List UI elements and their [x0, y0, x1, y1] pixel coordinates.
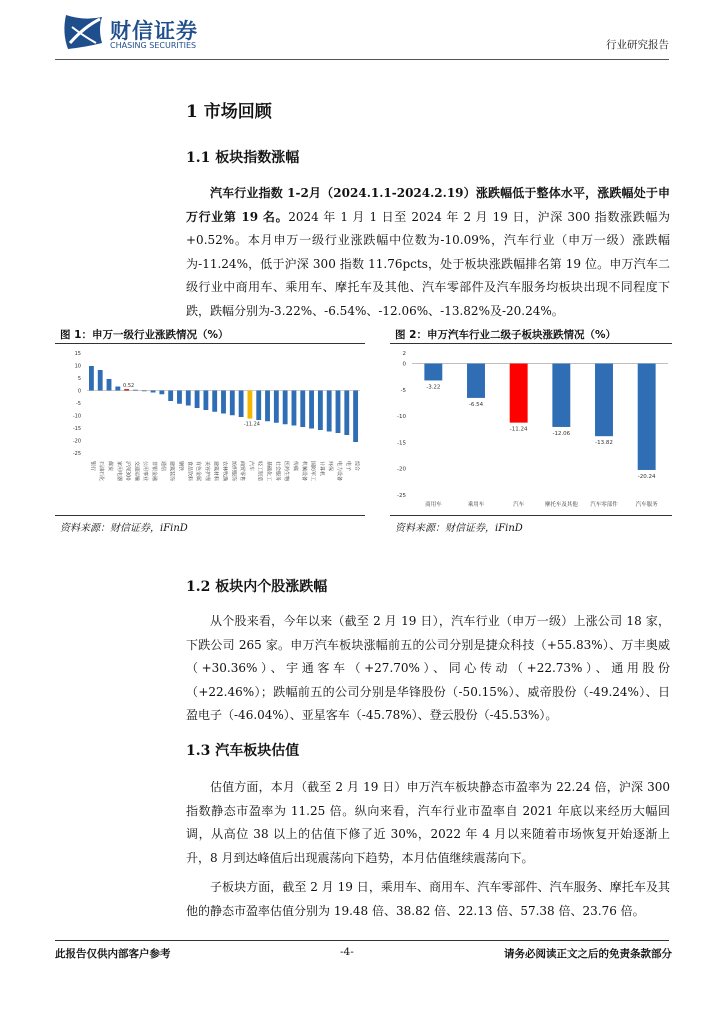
bar-美容护理	[203, 391, 208, 411]
x-tick-label: 通信	[159, 461, 166, 472]
x-tick-label: 食品饮料	[186, 461, 193, 482]
bar-轻工制造	[256, 391, 261, 421]
data-label-摩托车及其他: -12.06	[552, 430, 571, 437]
bar-电力设备	[336, 391, 341, 434]
subsection-title-1-1: 1.1 板块指数涨幅	[186, 150, 300, 166]
bar-基础化工	[265, 391, 270, 422]
x-tick-label: 非银金融	[151, 461, 158, 482]
y-tick-label: -15	[72, 426, 81, 432]
y-tick-label: 15	[74, 351, 81, 357]
bar-交通运输	[133, 390, 138, 391]
figure2-rule	[390, 343, 672, 344]
paragraph-index-change	[186, 182, 670, 323]
x-tick-label: 沪深300	[124, 461, 131, 481]
y-tick-label: -20	[72, 438, 81, 445]
y-tick-label: 5	[77, 376, 81, 382]
doc-type: 行业研究报告	[606, 39, 669, 51]
y-tick-label: -10	[397, 414, 406, 421]
y-tick-label: -15	[397, 440, 406, 447]
figure2-source: 资料来源：财信证券，iFinD	[395, 523, 523, 534]
bar-汽车	[247, 391, 252, 419]
bar-国防军工	[309, 391, 314, 429]
x-tick-label: 汽车	[513, 502, 525, 508]
x-tick-label: 国防军工	[309, 461, 316, 482]
footer-rule	[55, 940, 669, 941]
figure1-rule	[55, 343, 365, 344]
bar-非银金融	[151, 391, 156, 393]
data-label-沪深300: 0.52	[123, 383, 135, 390]
bar-公用事业	[142, 391, 147, 392]
x-tick-label: 纺织服饰	[230, 461, 237, 482]
y-tick-label: 2	[402, 351, 406, 357]
data-label-汽车: -11.24	[509, 426, 528, 433]
bar-商用车	[424, 364, 442, 381]
bar-家用电器	[115, 387, 120, 391]
bar-医药生物	[283, 391, 288, 425]
x-tick-label: 传媒	[291, 461, 298, 472]
y-tick-label: -5	[400, 387, 406, 394]
y-tick-label: 0	[402, 361, 406, 368]
data-label-乘用车: -6.54	[468, 401, 484, 408]
y-tick-label: -20	[397, 466, 406, 473]
subsection-title-1-3: 1.3 汽车板块估值	[186, 743, 300, 759]
y-tick-label: 10	[74, 363, 81, 370]
figure2-bottom-rule	[390, 515, 672, 516]
footer-disclaimer-left: 此报告仅供内部客户参考	[55, 948, 171, 960]
x-tick-label: 电力设备	[335, 461, 342, 482]
bar-石油石化	[98, 370, 103, 391]
header-rule	[55, 59, 669, 60]
figure1-bottom-rule	[55, 515, 365, 516]
data-label-商用车: -3.22	[426, 384, 441, 391]
bar-通信	[159, 391, 164, 395]
x-tick-label: 商用车	[425, 502, 442, 508]
footer-disclaimer-right: 请务必阅读正文之后的免责条款部分	[504, 948, 672, 960]
y-tick-label: -25	[72, 451, 81, 457]
paragraph-subsector-pe: 子板块方面，截至 2 月 19 日，乘用车、商用车、汽车零部件、汽车服务、摩托车及其他的静态市盈率估值分别为 19.48 倍、38.82 倍、22.13 倍、57.38 倍、23.76 倍。	[186, 880, 670, 918]
bar-建筑材料	[212, 391, 217, 412]
bar-汽车零部件	[595, 364, 613, 437]
data-label-汽车服务: -20.24	[637, 473, 656, 480]
bar-乘用车	[467, 364, 485, 398]
x-tick-label: 电子	[344, 461, 351, 472]
x-tick-label: 建筑装饰	[168, 461, 175, 482]
x-tick-label: 农林牧渔	[221, 461, 228, 482]
bar-环保	[327, 391, 332, 432]
bar-有色金属	[195, 391, 200, 409]
x-tick-label: 社会服务	[274, 461, 281, 482]
paragraph-stocks: 从个股来看，今年以来（截至 2 月 19 日），汽车行业（申万一级）上涨公司 18 家，下跌公司 265 家。申万汽车板块涨幅前五的公司分别是捷众科技（+55.83%）、万丰奥威（+30.36%）、宇通客车（+27.70%）、同心传动（+22.73%）、通用股份（+22.46%）；跌幅前五的公司分别是华锋股份（-50.15%）、威帝股份（-49.24%）、日盈电子（-46.04%）、亚星客车（-45.78%）、登云股份（-45.53%）。	[186, 614, 670, 722]
x-tick-label: 美容护理	[203, 461, 210, 482]
bar-煤炭	[107, 379, 112, 391]
bar-摩托车及其他	[552, 364, 570, 427]
bar-建筑装饰	[168, 391, 173, 402]
y-tick-label: -25	[397, 493, 406, 499]
x-tick-label: 家用电器	[115, 461, 122, 482]
x-tick-label: 汽车零部件	[590, 502, 618, 508]
y-tick-label: 0	[77, 388, 81, 395]
x-tick-label: 交通运输	[133, 461, 140, 482]
x-tick-label: 汽车服务	[635, 502, 658, 508]
bar-传媒	[292, 391, 297, 426]
x-tick-label: 机械设备	[300, 461, 307, 482]
bar-沪深300	[124, 389, 129, 390]
subsection-title-1-2: 1.2 板块内个股涨跌幅	[186, 579, 328, 595]
x-tick-label: 轻工制造	[256, 461, 263, 482]
figure2-chart	[390, 345, 672, 515]
x-tick-label: 摩托车及其他	[544, 502, 578, 508]
bar-社会服务	[274, 391, 279, 423]
data-label-汽车零部件: -13.82	[595, 440, 613, 447]
figure1-title: 图 1：申万一级行业涨跌情况（%）	[60, 329, 229, 341]
bar-食品饮料	[186, 391, 191, 406]
x-tick-label: 汽车	[247, 461, 254, 472]
x-tick-label: 银行	[89, 461, 96, 472]
figure1-source: 资料来源：财信证券，iFinD	[60, 523, 188, 534]
x-tick-label: 计算机	[318, 461, 325, 477]
bar-综合	[353, 391, 358, 443]
bar-机械设备	[300, 391, 305, 428]
x-tick-label: 有色金属	[195, 461, 202, 482]
x-tick-label: 公用事业	[142, 461, 149, 482]
paragraph-valuation: 估值方面，本月（截至 2 月 19 日）申万汽车板块静态市盈率为 22.24 倍，沪深 300 指数静态市盈率为 11.25 倍。纵向来看，汽车行业市盈率自 2021 年底以来经历大幅回调，从高位 38 以上的估值下修了近 30%，2022 年 4 月以来随着市场恢复开始逐渐上升，8 月到达峰值后出现震荡向下趋势，本月估值继续震荡向下。	[186, 780, 670, 865]
header	[0, 0, 724, 62]
bar-纺织服饰	[230, 391, 235, 416]
bar-农林牧渔	[221, 391, 226, 414]
company-name-en: CHASING SECURITIES	[110, 41, 197, 50]
x-tick-label: 钢铁	[177, 461, 184, 472]
company-name-cn: 财信证券	[110, 19, 198, 43]
bar-汽车服务	[638, 364, 656, 470]
bar-汽车	[510, 364, 528, 423]
x-tick-label: 医药生物	[283, 461, 290, 482]
figure2-title: 图 2：申万汽车行业二级子板块涨跌情况（%）	[395, 329, 616, 341]
data-label-汽车: -11.24	[243, 421, 260, 428]
paragraph-lead: 汽车行业指数 1-2月（2024.1.1-2024.2.19）涨跌幅低于整体水平，涨跌幅处于申万行业第 19 名。	[186, 186, 670, 224]
x-tick-label: 乘用车	[467, 502, 485, 508]
x-tick-label: 基础化工	[265, 461, 272, 482]
bar-商贸零售	[239, 391, 244, 418]
paragraph-body: 2024 年 1 月 1 日至 2024 年 2 月 19 日，沪深 300 指数涨跌幅为+0.52%。本月申万一级行业涨跌幅中位数为-10.09%，汽车行业（申万一级）涨跌幅为-11.24%，低于沪深 300 指数 11.76pcts，处于板块涨跌幅排名第 19 位。申万汽车二级行业中商用车、乘用车、摩托车及其他、汽车零部件及汽车服务均板块出现不同程度下跌，跌幅分别为-3.22%、-6.54%、-12.06%、-13.82%及-20.24%。	[186, 209, 670, 318]
bar-钢铁	[177, 391, 182, 404]
bar-计算机	[318, 391, 323, 431]
figure1-chart	[55, 345, 365, 515]
x-tick-label: 石油石化	[98, 461, 105, 482]
page-number: -4-	[340, 946, 354, 958]
y-tick-label: -10	[72, 413, 81, 420]
x-tick-label: 煤炭	[107, 461, 114, 472]
bar-银行	[89, 366, 94, 391]
company-logo-icon	[60, 13, 106, 53]
x-tick-label: 建筑材料	[212, 461, 219, 482]
section-title: 1 市场回顾	[186, 102, 272, 122]
x-tick-label: 环保	[327, 461, 334, 472]
x-tick-label: 综合	[353, 461, 360, 472]
y-tick-label: -5	[76, 401, 81, 407]
bar-电子	[344, 391, 349, 436]
x-tick-label: 商贸零售	[239, 461, 246, 482]
